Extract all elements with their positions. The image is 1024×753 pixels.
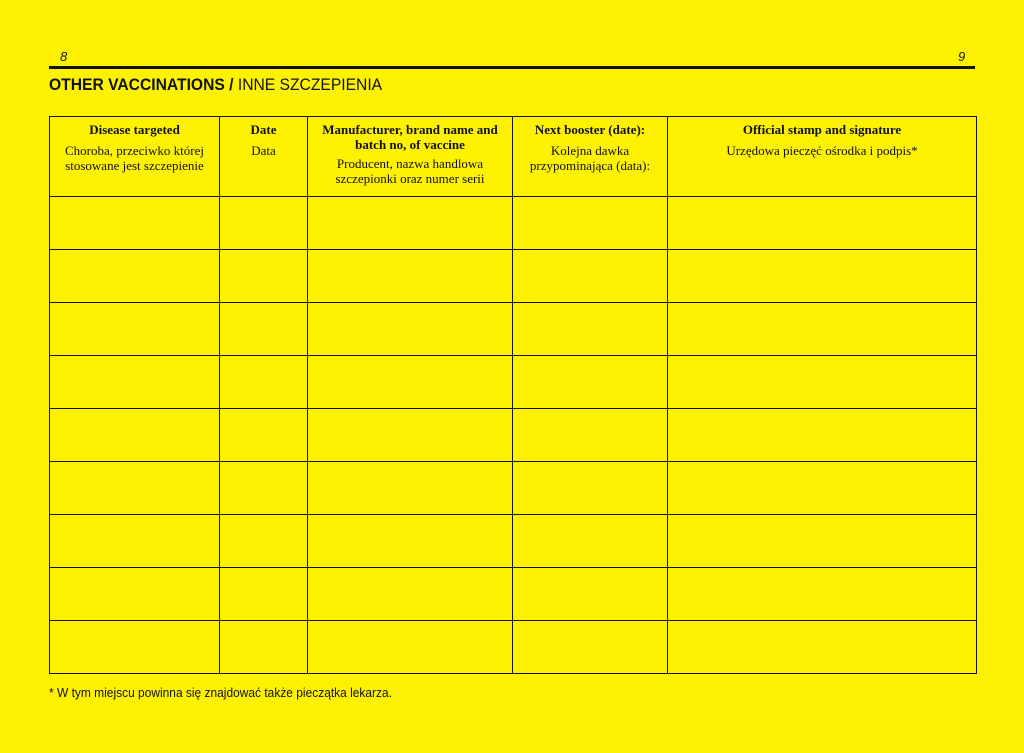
header-rule — [49, 66, 975, 69]
stamp-signature-cell[interactable] — [668, 250, 977, 303]
manufacturer-cell[interactable] — [308, 515, 513, 568]
stamp-signature-cell[interactable] — [668, 303, 977, 356]
date-cell[interactable] — [220, 409, 308, 462]
disease-cell[interactable] — [50, 409, 220, 462]
next-booster-cell[interactable] — [513, 462, 668, 515]
disease-cell[interactable] — [50, 356, 220, 409]
stamp-signature-cell[interactable] — [668, 568, 977, 621]
manufacturer-cell[interactable] — [308, 462, 513, 515]
manufacturer-cell[interactable] — [308, 621, 513, 674]
column-header-manufacturer — [308, 117, 513, 197]
title-polish: INNE SZCZEPIENIA — [237, 75, 383, 94]
stamp-signature-cell[interactable] — [668, 462, 977, 515]
vaccination-table — [49, 116, 977, 674]
manufacturer-cell[interactable] — [308, 250, 513, 303]
date-cell[interactable] — [220, 515, 308, 568]
manufacturer-cell[interactable] — [308, 409, 513, 462]
table-header-row — [50, 117, 977, 197]
date-cell[interactable] — [220, 303, 308, 356]
column-header-english: Date — [250, 122, 277, 137]
disease-cell[interactable] — [50, 462, 220, 515]
page-title — [49, 75, 382, 95]
table-row — [50, 568, 977, 621]
date-cell[interactable] — [220, 462, 308, 515]
disease-cell[interactable] — [50, 303, 220, 356]
table-row — [50, 621, 977, 674]
column-header-english: Disease targeted — [89, 122, 180, 137]
page-number-right: 9 — [958, 49, 966, 64]
stamp-signature-cell[interactable] — [668, 197, 977, 250]
table-row — [50, 356, 977, 409]
column-header-english: Manufacturer, brand name and batch no, of vaccine — [322, 122, 498, 152]
stamp-signature-cell[interactable] — [668, 409, 977, 462]
manufacturer-cell[interactable] — [308, 356, 513, 409]
disease-cell[interactable] — [50, 197, 220, 250]
title-separator: / — [224, 75, 238, 94]
table-row — [50, 197, 977, 250]
manufacturer-cell[interactable] — [308, 568, 513, 621]
column-header-date — [220, 117, 308, 197]
column-header-disease — [50, 117, 220, 197]
footnote: * W tym miejscu powinna się znajdować także pieczątka lekarza. — [49, 685, 393, 700]
table-row — [50, 303, 977, 356]
date-cell[interactable] — [220, 621, 308, 674]
next-booster-cell[interactable] — [513, 568, 668, 621]
column-header-polish: Choroba, przeciwko której stosowane jest szczepienie — [65, 143, 204, 173]
stamp-signature-cell[interactable] — [668, 356, 977, 409]
disease-cell[interactable] — [50, 621, 220, 674]
date-cell[interactable] — [220, 568, 308, 621]
page-number-left: 8 — [60, 49, 68, 64]
manufacturer-cell[interactable] — [308, 303, 513, 356]
title-english: OTHER VACCINATIONS — [49, 75, 225, 94]
next-booster-cell[interactable] — [513, 197, 668, 250]
date-cell[interactable] — [220, 250, 308, 303]
disease-cell[interactable] — [50, 568, 220, 621]
column-header-english: Official stamp and signature — [742, 122, 902, 137]
stamp-signature-cell[interactable] — [668, 621, 977, 674]
disease-cell[interactable] — [50, 515, 220, 568]
next-booster-cell[interactable] — [513, 303, 668, 356]
column-header-stamp-signature — [668, 117, 977, 197]
disease-cell[interactable] — [50, 250, 220, 303]
next-booster-cell[interactable] — [513, 250, 668, 303]
table-row — [50, 409, 977, 462]
column-header-next-booster — [513, 117, 668, 197]
column-header-english: Next booster (date): — [534, 122, 646, 137]
next-booster-cell[interactable] — [513, 515, 668, 568]
date-cell[interactable] — [220, 356, 308, 409]
next-booster-cell[interactable] — [513, 409, 668, 462]
table-row — [50, 250, 977, 303]
column-header-polish: Kolejna dawka przypominająca (data): — [529, 143, 651, 173]
table-row — [50, 462, 977, 515]
stamp-signature-cell[interactable] — [668, 515, 977, 568]
manufacturer-cell[interactable] — [308, 197, 513, 250]
date-cell[interactable] — [220, 197, 308, 250]
table-row — [50, 515, 977, 568]
column-header-polish: Producent, nazwa handlowa szczepionki oraz numer serii — [335, 156, 485, 186]
next-booster-cell[interactable] — [513, 356, 668, 409]
column-header-polish: Urzędowa pieczęć ośrodka i podpis* — [726, 143, 918, 158]
next-booster-cell[interactable] — [513, 621, 668, 674]
column-header-polish: Data — [251, 143, 276, 158]
